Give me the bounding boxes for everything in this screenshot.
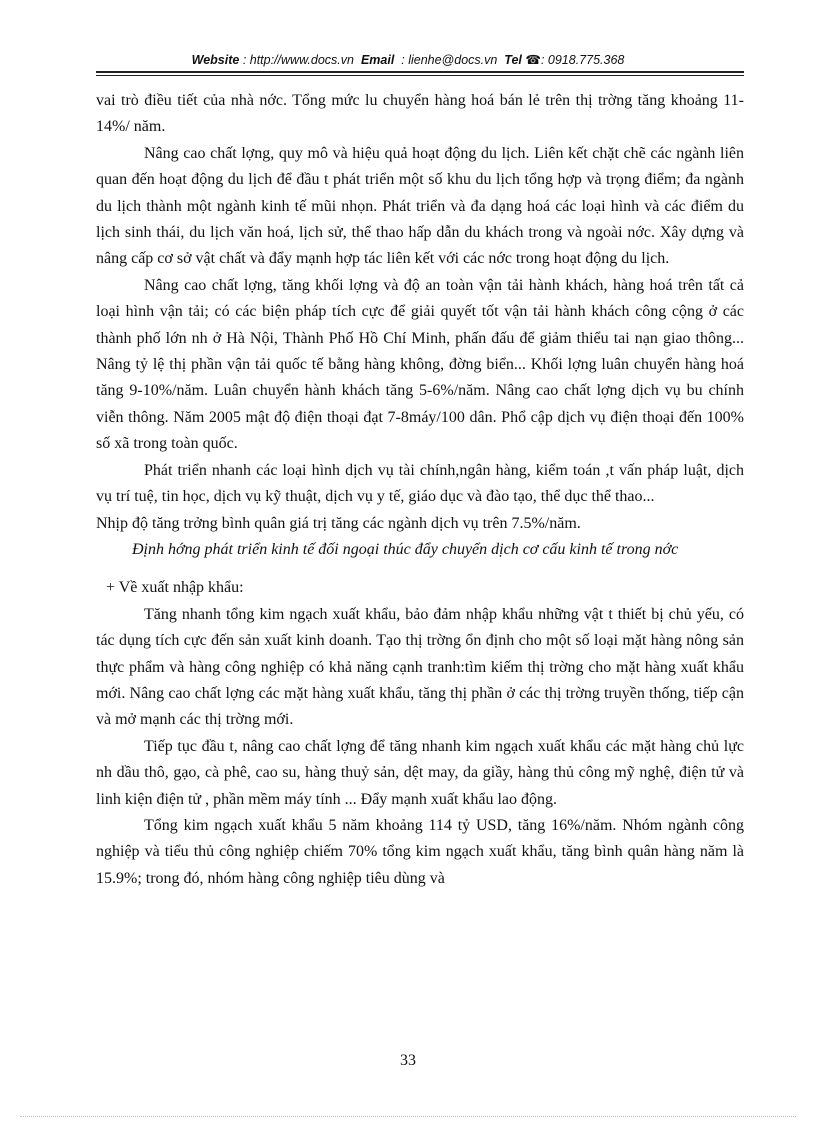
tel-number: : 0918.775.368: [540, 53, 625, 67]
paragraph: Tiếp tục đầu t, nâng cao chất lợng để tăng nhanh kim ngạch xuất khẩu các mặt hàng chủ lực nh dầu thô, gạo, cà phê, cao su, hàng thuỷ sản, dệt may, da giầy, hàng thủ công mỹ nghệ, điện tử và linh kiện điện tử , phần mềm máy tính ... Đẩy mạnh xuất khẩu lao động.: [96, 737, 744, 808]
page-header: [0, 52, 816, 67]
email-label: Email: [360, 53, 395, 67]
header-divider: [96, 71, 744, 76]
document-body: [96, 88, 744, 892]
website-url[interactable]: : http://www.docs.vn: [242, 53, 354, 67]
paragraph: Nâng cao chất lợng, quy mô và hiệu quả hoạt động du lịch. Liên kết chặt chẽ các ngành liên quan đến hoạt động du lịch để đầu t phát triển một số khu du lịch tổng hợp và trọng điểm; đa ngành du lịch thành một ngành kinh tế mũi nhọn. Phát triển và đa dạng hoá các loại hình và các điểm du lịch sinh thái, du lịch văn hoá, lịch sử, thể thao hấp dẫn du khách trong và ngoài nớc. Xây dựng và nâng cấp cơ sở vật chất và đẩy mạnh hợp tác liên kết với các nớc trong hoạt động du lịch.: [96, 144, 744, 268]
paragraph: Tổng kim ngạch xuất khẩu 5 năm khoảng 114 tỷ USD, tăng 16%/năm. Nhóm ngành công nghiệp và tiểu thủ công nghiệp chiếm 70% tổng kim ngạch xuất khẩu, tăng bình quân hàng năm là 15.9%; trong đó, nhóm hàng công nghiệp tiêu dùng và: [96, 816, 744, 887]
paragraph: Nhịp độ tăng trởng bình quân giá trị tăng các ngành dịch vụ trên 7.5%/năm.: [96, 514, 581, 532]
email-address[interactable]: : lienhe@docs.vn: [401, 53, 498, 67]
paragraph: vai trò điều tiết của nhà nớc. Tổng mức lu chuyển hàng hoá bán lẻ trên thị trờng tăng khoảng 11-14%/ năm.: [96, 92, 744, 136]
page-number: 33: [400, 1052, 416, 1069]
phone-icon: ☎: [525, 53, 541, 67]
tel-label: Tel: [504, 53, 522, 67]
subsection-heading: + Về xuất nhập khẩu:: [106, 579, 244, 597]
website-label: Website: [191, 53, 240, 67]
paragraph: Tăng nhanh tổng kim ngạch xuất khẩu, bảo đảm nhập khẩu những vật t thiết bị chủ yếu, có tác dụng tích cực đến sản xuất kinh doanh. Tạo thị trờng ổn định cho một số loại mặt hàng nông sản thực phẩm và hàng công nghiệp có khả năng cạnh tranh:tìm kiếm thị trờng cho mặt hàng xuất khẩu mới. Nâng cao chất lợng các mặt hàng xuất khẩu, tăng thị phần ở các thị trờng truyền thống, tiếp cận và mở mạnh các thị trờng mới.: [96, 605, 744, 729]
section-heading: Định hớng phát triển kinh tế đối ngoại thúc đẩy chuyển dịch cơ cấu kinh tế trong nớc: [132, 540, 679, 558]
paragraph: Nâng cao chất lợng, tăng khối lợng và độ an toàn vận tải hành khách, hàng hoá trên tất cả loại hình vận tải; có các biện pháp tích cực để giải quyết tốt vận tải hành khách công cộng ở các thành phố lớn nh ở Hà Nội, Thành Phố Hồ Chí Minh, phấn đấu để giảm thiểu tai nạn giao thông... Nâng tỷ lệ thị phần vận tải quốc tế bằng hàng không, đờng biển... Khối lợng luân chuyển hàng hoá tăng 9-10%/năm. Luân chuyển hành khách tăng 5-6%/năm. Nâng cao chất lợng dịch vụ bu chính viễn thông. Năm 2005 mật độ điện thoại đạt 7-8máy/100 dân. Phổ cập dịch vụ điện thoại đến 100% số xã trong toàn quốc.: [96, 276, 744, 453]
footer-divider: [20, 1116, 796, 1117]
paragraph: Phát triển nhanh các loại hình dịch vụ tài chính,ngân hàng, kiểm toán ,t vấn pháp luật, dịch vụ trí tuệ, tin học, dịch vụ kỹ thuật, dịch vụ y tế, giáo dục và đào tạo, thể dục thể thao...: [96, 461, 744, 506]
